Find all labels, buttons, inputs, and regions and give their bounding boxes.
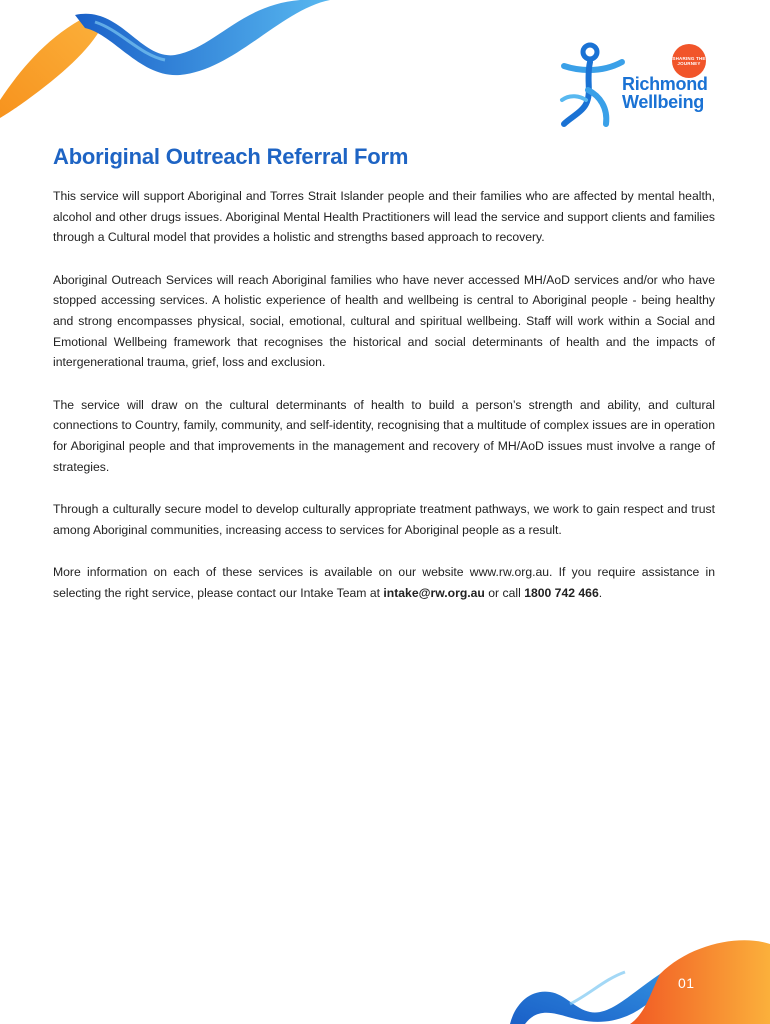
decorative-ribbon-top [0, 0, 330, 135]
intake-email[interactable]: intake@rw.org.au [383, 585, 485, 600]
logo-name-line1: Richmond [622, 74, 708, 94]
paragraph-cultural-determinants: The service will draw on the cultural determinants of health to build a person’s strength and ability, and cultural connections to Country, family, community, and self-identity, recognising that a multitude of complex issues are in operation for Aboriginal people and that improvements in the management and recovery of MH/AoD issues must involve a range of strategies. [53, 397, 715, 474]
page-number: 01 [678, 975, 695, 991]
intake-phone[interactable]: 1800 742 466 [524, 585, 599, 600]
page-title: Aboriginal Outreach Referral Form [53, 144, 409, 169]
logo-name-line2: Wellbeing [622, 92, 704, 112]
paragraph-contact [53, 562, 715, 603]
paragraph-intro: This service will support Aboriginal and Torres Strait Islander people and their families who are affected by mental health, alcohol and other drugs issues. Aboriginal Mental Health Practitioners will lead the service and support clients and families through a Cultural model that provides a holistic and strengths based approach to recovery. [53, 189, 715, 245]
contact-end: . [598, 585, 603, 600]
figure-logo-icon [556, 40, 628, 128]
logo-wordmark [622, 75, 708, 111]
paragraph-culturally-secure-model: Through a culturally secure model to develop culturally appropriate treatment pathways, we work to gain respect and trust among Aboriginal communities, increasing access to services for Aboriginal people as a result. [53, 502, 715, 537]
contact-lead: More information on each of these services is available on our website www.rw.org.au. If you require assistance in selecting the right service, please contact our Intake Team at [53, 565, 715, 600]
sharing-the-journey-badge: SHARING THE JOURNEY [672, 44, 706, 78]
contact-middle: or call [484, 585, 525, 600]
richmond-wellbeing-logo [556, 40, 726, 130]
paragraph-outreach: Aboriginal Outreach Services will reach Aboriginal families who have never accessed MH/AoD services and/or who have stopped accessing services. A holistic experience of health and wellbeing is central to Aboriginal people - being healthy and strong encompasses physical, social, emotional, cultural and spiritual wellbeing. Staff will work within a Social and Emotional Wellbeing framework that recognises the historical and social determinants of health and the impacts of intergenerational trauma, grief, loss and exclusion. [53, 272, 715, 370]
decorative-ribbon-bottom [510, 934, 770, 1024]
document-body [53, 142, 715, 626]
